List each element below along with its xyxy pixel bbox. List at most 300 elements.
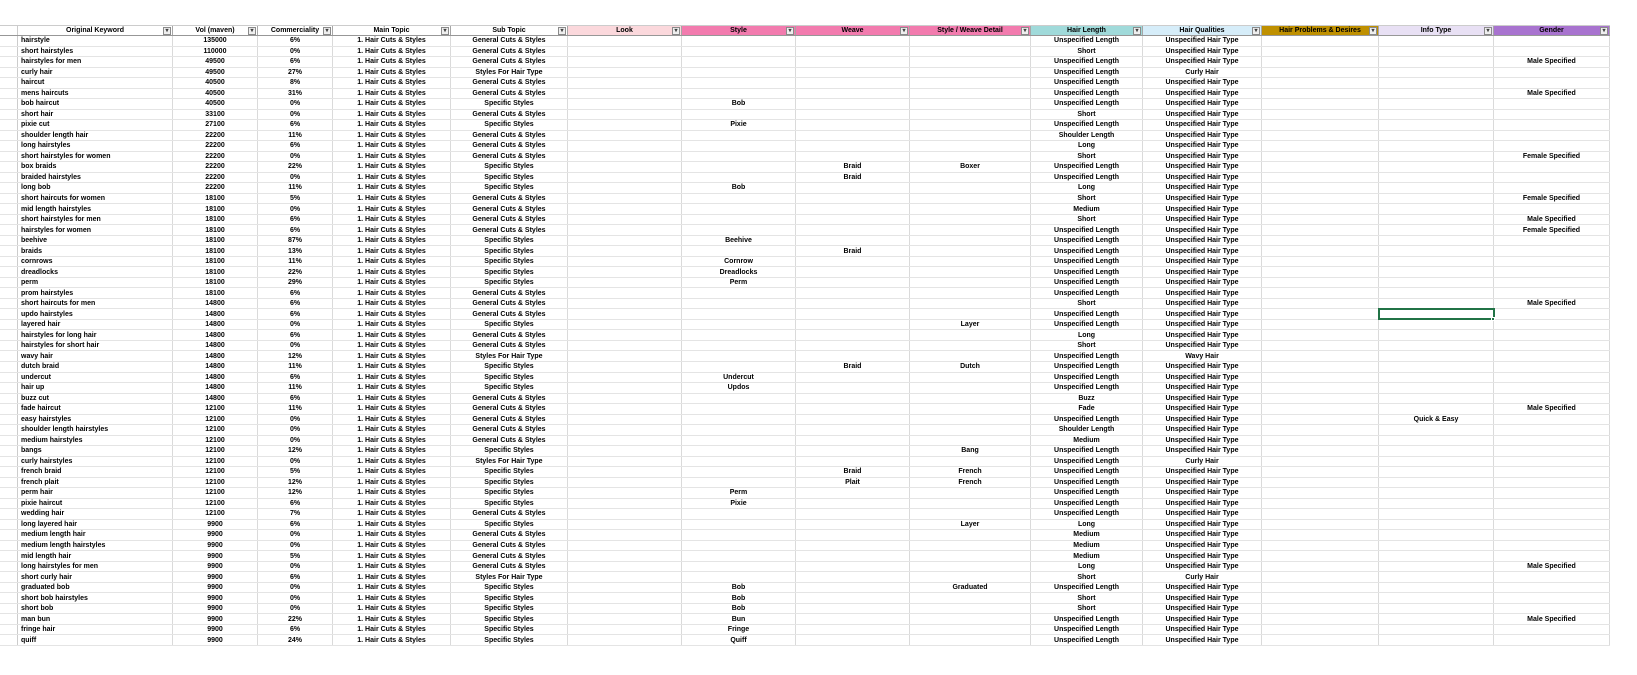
cell[interactable]: 1. Hair Cuts & Styles bbox=[333, 436, 451, 446]
cell[interactable]: 9900 bbox=[173, 572, 258, 582]
cell[interactable]: 22200 bbox=[173, 162, 258, 172]
cell[interactable]: Unspecified Hair Type bbox=[1143, 299, 1262, 309]
cell[interactable]: Unspecified Hair Type bbox=[1143, 341, 1262, 351]
cell[interactable]: 6% bbox=[258, 215, 333, 225]
cell[interactable] bbox=[682, 467, 796, 477]
cell[interactable]: 1. Hair Cuts & Styles bbox=[333, 614, 451, 624]
cell[interactable] bbox=[568, 351, 682, 361]
filter-dropdown-button[interactable] bbox=[1600, 27, 1608, 35]
column-header-vol-maven[interactable] bbox=[173, 26, 258, 35]
cell[interactable] bbox=[1262, 488, 1379, 498]
cell[interactable] bbox=[1379, 457, 1494, 467]
column-header-hair-qualities[interactable] bbox=[1143, 26, 1262, 35]
cell[interactable]: 1. Hair Cuts & Styles bbox=[333, 278, 451, 288]
cell[interactable] bbox=[1379, 246, 1494, 256]
cell[interactable] bbox=[682, 110, 796, 120]
cell[interactable]: french plait bbox=[18, 478, 173, 488]
cell[interactable]: hairstyles for long hair bbox=[18, 330, 173, 340]
cell[interactable]: Unspecified Length bbox=[1031, 173, 1143, 183]
cell[interactable]: 12100 bbox=[173, 425, 258, 435]
cell[interactable] bbox=[796, 204, 910, 214]
cell[interactable]: Specific Styles bbox=[451, 614, 568, 624]
cell[interactable] bbox=[682, 152, 796, 162]
cell[interactable] bbox=[910, 47, 1031, 57]
cell[interactable]: 1. Hair Cuts & Styles bbox=[333, 572, 451, 582]
cell[interactable] bbox=[1262, 120, 1379, 130]
cell[interactable]: Unspecified Length bbox=[1031, 57, 1143, 67]
cell[interactable] bbox=[1379, 499, 1494, 509]
cell[interactable] bbox=[796, 635, 910, 645]
cell[interactable] bbox=[682, 362, 796, 372]
cell[interactable]: Unspecified Length bbox=[1031, 457, 1143, 467]
cell[interactable] bbox=[796, 99, 910, 109]
cell[interactable] bbox=[568, 415, 682, 425]
cell[interactable] bbox=[796, 267, 910, 277]
cell[interactable]: Short bbox=[1031, 152, 1143, 162]
cell[interactable]: 1. Hair Cuts & Styles bbox=[333, 467, 451, 477]
cell[interactable] bbox=[1379, 141, 1494, 151]
cell[interactable] bbox=[796, 183, 910, 193]
cell[interactable] bbox=[568, 362, 682, 372]
cell[interactable]: General Cuts & Styles bbox=[451, 57, 568, 67]
cell[interactable] bbox=[682, 68, 796, 78]
cell[interactable] bbox=[1262, 267, 1379, 277]
cell[interactable] bbox=[1379, 215, 1494, 225]
cell[interactable]: General Cuts & Styles bbox=[451, 330, 568, 340]
cell[interactable]: wavy hair bbox=[18, 351, 173, 361]
cell[interactable]: Unspecified Length bbox=[1031, 351, 1143, 361]
cell[interactable]: 1. Hair Cuts & Styles bbox=[333, 236, 451, 246]
cell[interactable]: General Cuts & Styles bbox=[451, 551, 568, 561]
cell[interactable] bbox=[1379, 593, 1494, 603]
cell[interactable]: 6% bbox=[258, 309, 333, 319]
cell[interactable]: Pixie bbox=[682, 499, 796, 509]
cell[interactable]: 1. Hair Cuts & Styles bbox=[333, 267, 451, 277]
cell[interactable]: Unspecified Hair Type bbox=[1143, 162, 1262, 172]
cell[interactable]: General Cuts & Styles bbox=[451, 204, 568, 214]
cell[interactable]: Long bbox=[1031, 562, 1143, 572]
cell[interactable] bbox=[1494, 415, 1610, 425]
cell[interactable]: 12% bbox=[258, 488, 333, 498]
cell[interactable]: 1. Hair Cuts & Styles bbox=[333, 204, 451, 214]
cell[interactable] bbox=[682, 425, 796, 435]
cell[interactable] bbox=[1494, 309, 1610, 319]
cell[interactable]: Short bbox=[1031, 110, 1143, 120]
cell[interactable] bbox=[796, 120, 910, 130]
cell[interactable] bbox=[796, 425, 910, 435]
cell[interactable]: Unspecified Length bbox=[1031, 635, 1143, 645]
cell[interactable]: Short bbox=[1031, 194, 1143, 204]
cell[interactable]: Curly Hair bbox=[1143, 572, 1262, 582]
cell[interactable]: Specific Styles bbox=[451, 236, 568, 246]
cell[interactable]: 11% bbox=[258, 183, 333, 193]
cell[interactable] bbox=[1262, 383, 1379, 393]
cell[interactable]: short haircuts for women bbox=[18, 194, 173, 204]
cell[interactable]: cornrows bbox=[18, 257, 173, 267]
cell[interactable]: Undercut bbox=[682, 373, 796, 383]
cell[interactable] bbox=[682, 457, 796, 467]
cell[interactable] bbox=[1494, 436, 1610, 446]
cell[interactable] bbox=[796, 36, 910, 46]
cell[interactable] bbox=[1262, 604, 1379, 614]
cell[interactable] bbox=[1262, 499, 1379, 509]
cell[interactable] bbox=[1379, 173, 1494, 183]
cell[interactable]: 6% bbox=[258, 394, 333, 404]
cell[interactable] bbox=[1379, 614, 1494, 624]
cell[interactable]: 5% bbox=[258, 194, 333, 204]
cell[interactable]: 1. Hair Cuts & Styles bbox=[333, 173, 451, 183]
cell[interactable]: prom hairstyles bbox=[18, 288, 173, 298]
cell[interactable]: Unspecified Hair Type bbox=[1143, 131, 1262, 141]
cell[interactable] bbox=[1262, 215, 1379, 225]
cell[interactable] bbox=[1379, 551, 1494, 561]
cell[interactable]: Unspecified Length bbox=[1031, 225, 1143, 235]
cell[interactable] bbox=[1379, 194, 1494, 204]
cell[interactable] bbox=[682, 320, 796, 330]
cell[interactable] bbox=[796, 131, 910, 141]
cell[interactable] bbox=[910, 509, 1031, 519]
filter-dropdown-button[interactable] bbox=[672, 27, 680, 35]
cell[interactable]: Braid bbox=[796, 162, 910, 172]
cell[interactable]: medium length hair bbox=[18, 530, 173, 540]
cell[interactable]: Unspecified Length bbox=[1031, 625, 1143, 635]
cell[interactable] bbox=[1262, 320, 1379, 330]
cell[interactable]: Plait bbox=[796, 478, 910, 488]
cell[interactable]: General Cuts & Styles bbox=[451, 509, 568, 519]
cell[interactable] bbox=[796, 257, 910, 267]
cell[interactable] bbox=[568, 404, 682, 414]
cell[interactable] bbox=[568, 436, 682, 446]
cell[interactable]: layered hair bbox=[18, 320, 173, 330]
cell[interactable]: 12% bbox=[258, 478, 333, 488]
cell[interactable] bbox=[1494, 36, 1610, 46]
cell[interactable]: 12100 bbox=[173, 446, 258, 456]
cell[interactable] bbox=[1494, 530, 1610, 540]
cell[interactable] bbox=[910, 99, 1031, 109]
cell[interactable]: Specific Styles bbox=[451, 320, 568, 330]
cell[interactable] bbox=[910, 499, 1031, 509]
cell[interactable]: bangs bbox=[18, 446, 173, 456]
cell[interactable]: 6% bbox=[258, 225, 333, 235]
cell[interactable]: 1. Hair Cuts & Styles bbox=[333, 152, 451, 162]
cell[interactable]: Unspecified Hair Type bbox=[1143, 330, 1262, 340]
cell[interactable]: 0% bbox=[258, 204, 333, 214]
cell[interactable]: Unspecified Hair Type bbox=[1143, 593, 1262, 603]
cell[interactable] bbox=[910, 278, 1031, 288]
cell[interactable]: 18100 bbox=[173, 257, 258, 267]
cell[interactable]: Unspecified Hair Type bbox=[1143, 120, 1262, 130]
cell[interactable]: 9900 bbox=[173, 625, 258, 635]
cell[interactable]: Unspecified Length bbox=[1031, 36, 1143, 46]
cell[interactable]: 12100 bbox=[173, 509, 258, 519]
cell[interactable]: Shoulder Length bbox=[1031, 131, 1143, 141]
cell[interactable]: Unspecified Hair Type bbox=[1143, 530, 1262, 540]
cell[interactable] bbox=[1262, 152, 1379, 162]
cell[interactable]: Curly Hair bbox=[1143, 457, 1262, 467]
cell[interactable] bbox=[1379, 625, 1494, 635]
cell[interactable]: Unspecified Hair Type bbox=[1143, 257, 1262, 267]
cell[interactable]: Specific Styles bbox=[451, 499, 568, 509]
cell[interactable] bbox=[1262, 309, 1379, 319]
cell[interactable] bbox=[910, 625, 1031, 635]
column-header-look[interactable] bbox=[568, 26, 682, 35]
cell[interactable]: Unspecified Hair Type bbox=[1143, 373, 1262, 383]
cell[interactable]: Unspecified Hair Type bbox=[1143, 520, 1262, 530]
cell[interactable]: 22200 bbox=[173, 131, 258, 141]
cell[interactable]: Male Specified bbox=[1494, 614, 1610, 624]
cell[interactable]: Bob bbox=[682, 604, 796, 614]
cell[interactable] bbox=[682, 530, 796, 540]
cell[interactable]: 1. Hair Cuts & Styles bbox=[333, 373, 451, 383]
cell[interactable]: Unspecified Hair Type bbox=[1143, 551, 1262, 561]
cell[interactable] bbox=[910, 541, 1031, 551]
cell[interactable] bbox=[1379, 509, 1494, 519]
cell[interactable]: Unspecified Hair Type bbox=[1143, 57, 1262, 67]
cell[interactable] bbox=[796, 278, 910, 288]
cell[interactable] bbox=[1379, 299, 1494, 309]
cell[interactable] bbox=[796, 68, 910, 78]
cell[interactable] bbox=[910, 267, 1031, 277]
cell[interactable] bbox=[568, 583, 682, 593]
cell[interactable] bbox=[910, 373, 1031, 383]
cell[interactable] bbox=[910, 89, 1031, 99]
cell[interactable] bbox=[682, 309, 796, 319]
cell[interactable] bbox=[910, 562, 1031, 572]
cell[interactable] bbox=[1494, 520, 1610, 530]
cell[interactable] bbox=[796, 110, 910, 120]
cell[interactable]: 1. Hair Cuts & Styles bbox=[333, 225, 451, 235]
column-header-style-weave-detail[interactable] bbox=[910, 26, 1031, 35]
cell[interactable]: 1. Hair Cuts & Styles bbox=[333, 215, 451, 225]
cell[interactable]: 1. Hair Cuts & Styles bbox=[333, 36, 451, 46]
cell[interactable]: General Cuts & Styles bbox=[451, 299, 568, 309]
cell[interactable]: 14800 bbox=[173, 299, 258, 309]
cell[interactable] bbox=[796, 614, 910, 624]
filter-dropdown-button[interactable] bbox=[1369, 27, 1377, 35]
cell[interactable]: 18100 bbox=[173, 267, 258, 277]
cell[interactable]: 14800 bbox=[173, 394, 258, 404]
cell[interactable]: General Cuts & Styles bbox=[451, 152, 568, 162]
cell[interactable]: Quick & Easy bbox=[1379, 415, 1494, 425]
cell[interactable] bbox=[568, 593, 682, 603]
cell[interactable]: Specific Styles bbox=[451, 625, 568, 635]
cell[interactable]: French bbox=[910, 478, 1031, 488]
cell[interactable]: 49500 bbox=[173, 68, 258, 78]
cell[interactable]: Unspecified Length bbox=[1031, 267, 1143, 277]
cell[interactable]: Unspecified Hair Type bbox=[1143, 635, 1262, 645]
cell[interactable]: Unspecified Length bbox=[1031, 99, 1143, 109]
cell[interactable]: 1. Hair Cuts & Styles bbox=[333, 320, 451, 330]
cell[interactable] bbox=[1262, 614, 1379, 624]
cell[interactable] bbox=[1494, 509, 1610, 519]
cell[interactable] bbox=[682, 330, 796, 340]
cell[interactable] bbox=[1379, 530, 1494, 540]
cell[interactable] bbox=[568, 330, 682, 340]
cell[interactable] bbox=[568, 446, 682, 456]
cell[interactable] bbox=[568, 457, 682, 467]
cell[interactable]: 1. Hair Cuts & Styles bbox=[333, 89, 451, 99]
cell[interactable] bbox=[682, 436, 796, 446]
cell[interactable]: Medium bbox=[1031, 436, 1143, 446]
cell[interactable] bbox=[910, 120, 1031, 130]
cell[interactable]: 31% bbox=[258, 89, 333, 99]
cell[interactable] bbox=[1379, 236, 1494, 246]
cell[interactable]: Dutch bbox=[910, 362, 1031, 372]
cell[interactable]: Unspecified Length bbox=[1031, 78, 1143, 88]
cell[interactable] bbox=[796, 330, 910, 340]
cell[interactable] bbox=[1494, 246, 1610, 256]
cell[interactable] bbox=[568, 299, 682, 309]
cell[interactable] bbox=[568, 267, 682, 277]
cell[interactable] bbox=[682, 478, 796, 488]
cell[interactable] bbox=[1494, 351, 1610, 361]
column-header-info-type[interactable] bbox=[1379, 26, 1494, 35]
cell[interactable]: Unspecified Length bbox=[1031, 288, 1143, 298]
cell[interactable]: haircut bbox=[18, 78, 173, 88]
cell[interactable]: Unspecified Length bbox=[1031, 68, 1143, 78]
cell[interactable]: Boxer bbox=[910, 162, 1031, 172]
cell[interactable]: Unspecified Hair Type bbox=[1143, 404, 1262, 414]
cell[interactable] bbox=[1494, 47, 1610, 57]
cell[interactable]: Unspecified Hair Type bbox=[1143, 446, 1262, 456]
cell[interactable]: Unspecified Hair Type bbox=[1143, 36, 1262, 46]
cell[interactable]: buzz cut bbox=[18, 394, 173, 404]
cell[interactable]: medium hairstyles bbox=[18, 436, 173, 446]
cell[interactable]: Male Specified bbox=[1494, 404, 1610, 414]
cell[interactable] bbox=[568, 604, 682, 614]
cell[interactable]: 1. Hair Cuts & Styles bbox=[333, 488, 451, 498]
cell[interactable]: Specific Styles bbox=[451, 488, 568, 498]
cell[interactable]: mid length hair bbox=[18, 551, 173, 561]
cell[interactable] bbox=[1262, 373, 1379, 383]
cell[interactable]: 14800 bbox=[173, 341, 258, 351]
cell[interactable] bbox=[1494, 488, 1610, 498]
cell[interactable] bbox=[910, 383, 1031, 393]
cell[interactable] bbox=[568, 635, 682, 645]
cell[interactable] bbox=[682, 225, 796, 235]
cell[interactable]: 9900 bbox=[173, 541, 258, 551]
cell[interactable]: updo hairstyles bbox=[18, 309, 173, 319]
cell[interactable]: Unspecified Length bbox=[1031, 383, 1143, 393]
cell[interactable]: 29% bbox=[258, 278, 333, 288]
cell[interactable]: 0% bbox=[258, 541, 333, 551]
cell[interactable]: Short bbox=[1031, 47, 1143, 57]
cell[interactable] bbox=[1379, 362, 1494, 372]
cell[interactable]: 9900 bbox=[173, 614, 258, 624]
cell[interactable] bbox=[1262, 404, 1379, 414]
cell[interactable]: 1. Hair Cuts & Styles bbox=[333, 625, 451, 635]
cell[interactable] bbox=[682, 57, 796, 67]
cell[interactable] bbox=[1262, 141, 1379, 151]
cell[interactable] bbox=[796, 593, 910, 603]
cell[interactable]: 9900 bbox=[173, 593, 258, 603]
cell[interactable] bbox=[796, 299, 910, 309]
column-header-style[interactable] bbox=[682, 26, 796, 35]
cell[interactable]: Unspecified Length bbox=[1031, 309, 1143, 319]
cell[interactable]: General Cuts & Styles bbox=[451, 562, 568, 572]
cell[interactable]: Specific Styles bbox=[451, 278, 568, 288]
cell[interactable] bbox=[1379, 604, 1494, 614]
cell[interactable] bbox=[682, 194, 796, 204]
cell[interactable] bbox=[568, 78, 682, 88]
cell[interactable]: Unspecified Length bbox=[1031, 614, 1143, 624]
cell[interactable]: Unspecified Hair Type bbox=[1143, 604, 1262, 614]
cell[interactable]: 12100 bbox=[173, 415, 258, 425]
cell[interactable] bbox=[568, 394, 682, 404]
cell[interactable] bbox=[1379, 267, 1494, 277]
cell[interactable]: 22200 bbox=[173, 173, 258, 183]
cell[interactable] bbox=[1262, 478, 1379, 488]
cell[interactable] bbox=[568, 499, 682, 509]
cell[interactable]: 1. Hair Cuts & Styles bbox=[333, 593, 451, 603]
cell[interactable] bbox=[1262, 89, 1379, 99]
cell[interactable]: 0% bbox=[258, 425, 333, 435]
cell[interactable]: Unspecified Hair Type bbox=[1143, 236, 1262, 246]
cell[interactable] bbox=[568, 225, 682, 235]
cell[interactable] bbox=[1262, 562, 1379, 572]
cell[interactable] bbox=[1262, 467, 1379, 477]
cell[interactable]: General Cuts & Styles bbox=[451, 215, 568, 225]
cell[interactable] bbox=[1494, 394, 1610, 404]
cell[interactable]: Bob bbox=[682, 593, 796, 603]
cell[interactable]: Specific Styles bbox=[451, 362, 568, 372]
cell[interactable] bbox=[568, 99, 682, 109]
cell[interactable] bbox=[682, 162, 796, 172]
cell[interactable] bbox=[1379, 288, 1494, 298]
cell[interactable]: pixie cut bbox=[18, 120, 173, 130]
cell[interactable]: 1. Hair Cuts & Styles bbox=[333, 330, 451, 340]
cell[interactable] bbox=[1379, 330, 1494, 340]
cell[interactable] bbox=[910, 288, 1031, 298]
cell[interactable] bbox=[1379, 120, 1494, 130]
cell[interactable] bbox=[910, 404, 1031, 414]
cell[interactable] bbox=[910, 78, 1031, 88]
cell[interactable]: General Cuts & Styles bbox=[451, 141, 568, 151]
cell[interactable]: Specific Styles bbox=[451, 183, 568, 193]
cell[interactable] bbox=[796, 488, 910, 498]
cell[interactable] bbox=[1494, 173, 1610, 183]
cell[interactable]: General Cuts & Styles bbox=[451, 288, 568, 298]
cell[interactable]: Unspecified Hair Type bbox=[1143, 225, 1262, 235]
cell[interactable] bbox=[568, 320, 682, 330]
cell[interactable] bbox=[1379, 162, 1494, 172]
cell[interactable] bbox=[796, 499, 910, 509]
cell[interactable]: 12100 bbox=[173, 404, 258, 414]
cell[interactable] bbox=[682, 89, 796, 99]
cell[interactable]: 1. Hair Cuts & Styles bbox=[333, 47, 451, 57]
cell[interactable]: shoulder length hair bbox=[18, 131, 173, 141]
cell[interactable]: Fringe bbox=[682, 625, 796, 635]
filter-dropdown-button[interactable] bbox=[786, 27, 794, 35]
cell[interactable] bbox=[1262, 593, 1379, 603]
cell[interactable]: easy hairstyles bbox=[18, 415, 173, 425]
cell[interactable] bbox=[1494, 141, 1610, 151]
cell[interactable]: Specific Styles bbox=[451, 120, 568, 130]
cell[interactable] bbox=[568, 57, 682, 67]
fill-handle[interactable] bbox=[1491, 317, 1495, 321]
cell[interactable]: Layer bbox=[910, 320, 1031, 330]
cell[interactable]: Unspecified Hair Type bbox=[1143, 246, 1262, 256]
cell[interactable] bbox=[1379, 110, 1494, 120]
cell[interactable]: 1. Hair Cuts & Styles bbox=[333, 351, 451, 361]
cell[interactable] bbox=[568, 173, 682, 183]
cell[interactable] bbox=[1494, 320, 1610, 330]
cell[interactable] bbox=[910, 341, 1031, 351]
cell[interactable] bbox=[910, 309, 1031, 319]
cell[interactable] bbox=[1379, 467, 1494, 477]
column-header-original-keyword[interactable] bbox=[18, 26, 173, 35]
cell[interactable] bbox=[1262, 47, 1379, 57]
